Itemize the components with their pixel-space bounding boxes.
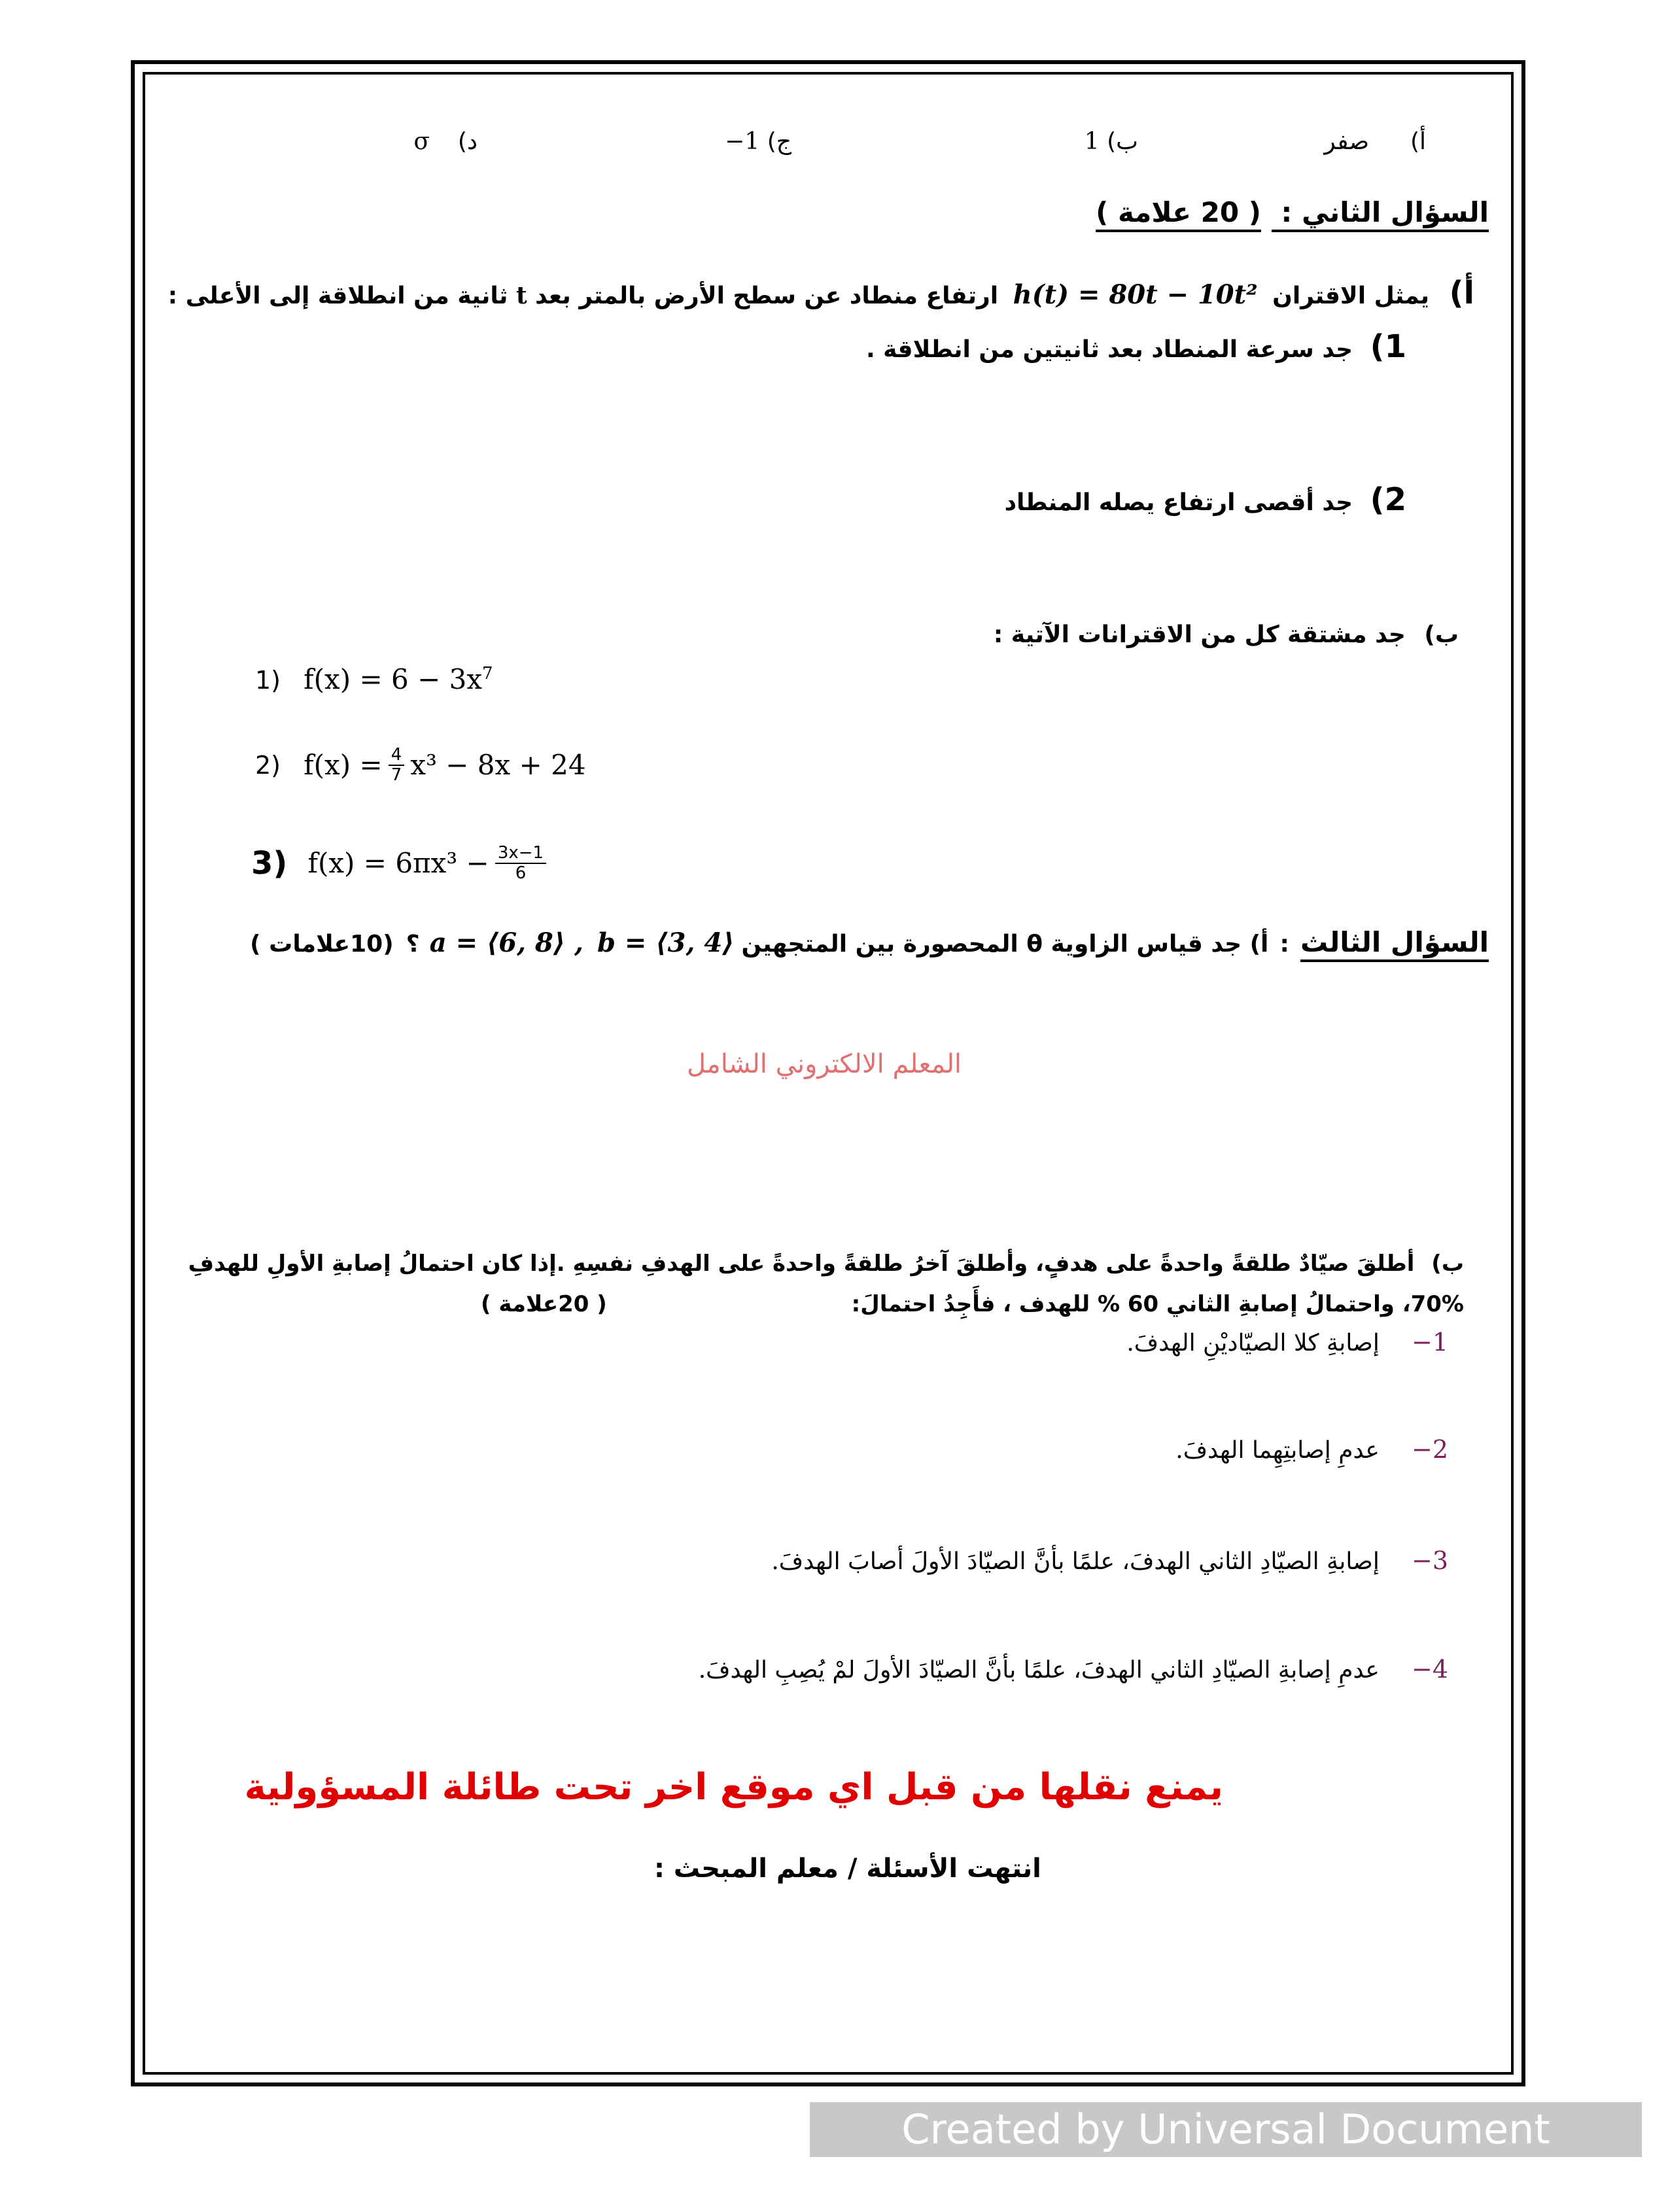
function-2-frac-num: 4: [389, 746, 405, 766]
q2-heading-text: السؤال الثاني :: [1281, 196, 1489, 228]
q3b-marks: ( 20علامة ): [481, 1291, 607, 1317]
mcq-option-c-value: −1: [725, 128, 760, 155]
function-2-lhs: f(x) =: [304, 749, 383, 782]
q2-part-a-var: t: [515, 282, 527, 309]
q3b-label: ب): [1431, 1251, 1464, 1277]
q2-part-a-text-3: ثانية من انطلاقة إلى الأعلى :: [167, 283, 508, 309]
q3b-item-3-text: إصابةِ الصيّادِ الثاني الهدفَ، علمًا بأنَّ الصيّادَ الأولَ أصابَ الهدفَ.: [771, 1548, 1380, 1575]
mcq-option-d: [413, 128, 478, 155]
converter-banner: Created by Universal Document Converter: [810, 2102, 1642, 2157]
mcq-option-b: [1085, 128, 1138, 155]
q3b-item-1-text: إصابةِ كلا الصيّاديْنِ الهدفَ.: [1126, 1330, 1380, 1357]
q2-item-2-text: جد أقصى ارتفاع يصله المنطاد: [1004, 489, 1353, 516]
q3-row: [250, 926, 1489, 958]
q3b-item-1: [1126, 1328, 1448, 1357]
q3b-item-4-num: 4−: [1411, 1655, 1448, 1684]
function-1: [255, 663, 493, 695]
mcq-option-a-value: صفر: [1324, 128, 1370, 155]
q3b-line-2-text: 70%، واحتمالُ إصابةِ الثاني 60 % للهدف ، فأَجِدُ احتمالَ:: [851, 1291, 1464, 1317]
q2-part-a-text-1: يمثل الاقتران: [1272, 283, 1430, 309]
q3-colon: :: [1279, 931, 1289, 958]
function-2-rest: x³ − 8x + 24: [410, 749, 586, 782]
function-3-num: 3): [251, 844, 288, 882]
mcq-option-d-value: σ: [413, 128, 430, 155]
function-2-num: 2): [255, 750, 281, 780]
q3b-item-4: [699, 1655, 1448, 1684]
q3-vector-a: a = ⟨6, 8⟩ ,: [429, 927, 583, 958]
q2-item-2-num: 2): [1370, 481, 1406, 518]
mcq-option-b-value: 1: [1084, 128, 1100, 155]
function-3-lhs: f(x) = 6πx³ −: [307, 847, 489, 880]
q3-heading: السؤال الثالث: [1300, 926, 1489, 958]
q3-vector-b: b = ⟨3, 4⟩: [597, 927, 735, 958]
ending-text: انتهت الأسئلة / معلم المبحث :: [654, 1854, 1041, 1884]
q3-part-a: أ) جد قياس الزاوية θ المحصورة بين المتجهين: [741, 931, 1269, 958]
q3b-item-2-text: عدمِ إصابتِهِما الهدفَ.: [1175, 1437, 1380, 1464]
function-2: [255, 746, 586, 784]
function-3-frac-num: 3x−1: [495, 844, 546, 864]
q2-part-a-formula: h(t) = 80t − 10t²: [1013, 279, 1258, 310]
function-3: [251, 844, 549, 882]
q2-part-b-label: ب): [1424, 621, 1459, 648]
q2-part-b-text: جد مشتقة كل من الاقترانات الآتية :: [993, 621, 1406, 648]
q2-item-1-num: 1): [1370, 328, 1406, 365]
q3b-line-2: [852, 1291, 1464, 1317]
q3b-line-1: [188, 1251, 1464, 1277]
function-3-fraction: [495, 844, 546, 882]
q2-part-a-label: أ): [1449, 275, 1474, 311]
q3b-item-1-num: 1−: [1411, 1328, 1448, 1357]
function-3-frac-den: 6: [515, 863, 527, 883]
mcq-option-c-label: ج): [767, 128, 791, 155]
q3b-item-2-num: 2−: [1411, 1435, 1448, 1464]
q2-part-b: [994, 621, 1459, 648]
copyright-warning: يمنع نقلها من قبل اي موقع اخر تحت طائلة المسؤولية: [244, 1766, 1223, 1808]
q2-item-2: [1005, 481, 1406, 518]
q3b-item-3-num: 3−: [1411, 1546, 1448, 1575]
q2-heading: [1096, 196, 1489, 228]
mcq-option-a-label: أ): [1410, 128, 1426, 155]
function-1-num: 1): [255, 666, 281, 695]
function-1-expr: [304, 663, 493, 695]
function-2-frac-den: 7: [391, 765, 402, 785]
mcq-option-d-label: د): [457, 128, 478, 155]
q2-marks: ( 20 علامة ): [1096, 196, 1261, 228]
q3b-item-3: [771, 1546, 1448, 1575]
function-2-fraction: [389, 746, 405, 784]
q3b-line-1-text: أطلقَ صيّادٌ طلقةً واحدةً على هدفٍ، وأطلقَ آخرُ طلقةً واحدةً على الهدفِ نفسِهِ .إذا كان احتمالُ إصابةِ الأولِ للهدفِ: [188, 1251, 1415, 1277]
mcq-option-c: [725, 128, 791, 155]
q3-marks: (10علامات ): [250, 931, 394, 958]
q2-part-a: [168, 275, 1474, 311]
q3b-item-2: [1175, 1435, 1448, 1464]
mcq-option-b-label: ب): [1107, 128, 1138, 155]
function-1-exp: 7: [482, 664, 493, 683]
q3-question-mark: ؟: [406, 931, 420, 958]
q3b-item-4-text: عدمِ إصابةِ الصيّادِ الثاني الهدفَ، علمًا بأنَّ الصيّادَ الأولَ لمْ يُصِبِ الهدفَ.: [698, 1657, 1380, 1684]
mcq-option-a: [1324, 128, 1426, 155]
q2-item-1-text: جد سرعة المنطاد بعد ثانيتين من انطلاقة .: [865, 336, 1353, 363]
q2-item-1: [866, 328, 1406, 365]
function-1-lhs: f(x) = 6 − 3x: [304, 663, 483, 695]
watermark-text: المعلم الالكتروني الشامل: [687, 1049, 962, 1079]
q2-part-a-text-2: ارتفاع منطاد عن سطح الأرض بالمتر بعد: [535, 283, 999, 309]
